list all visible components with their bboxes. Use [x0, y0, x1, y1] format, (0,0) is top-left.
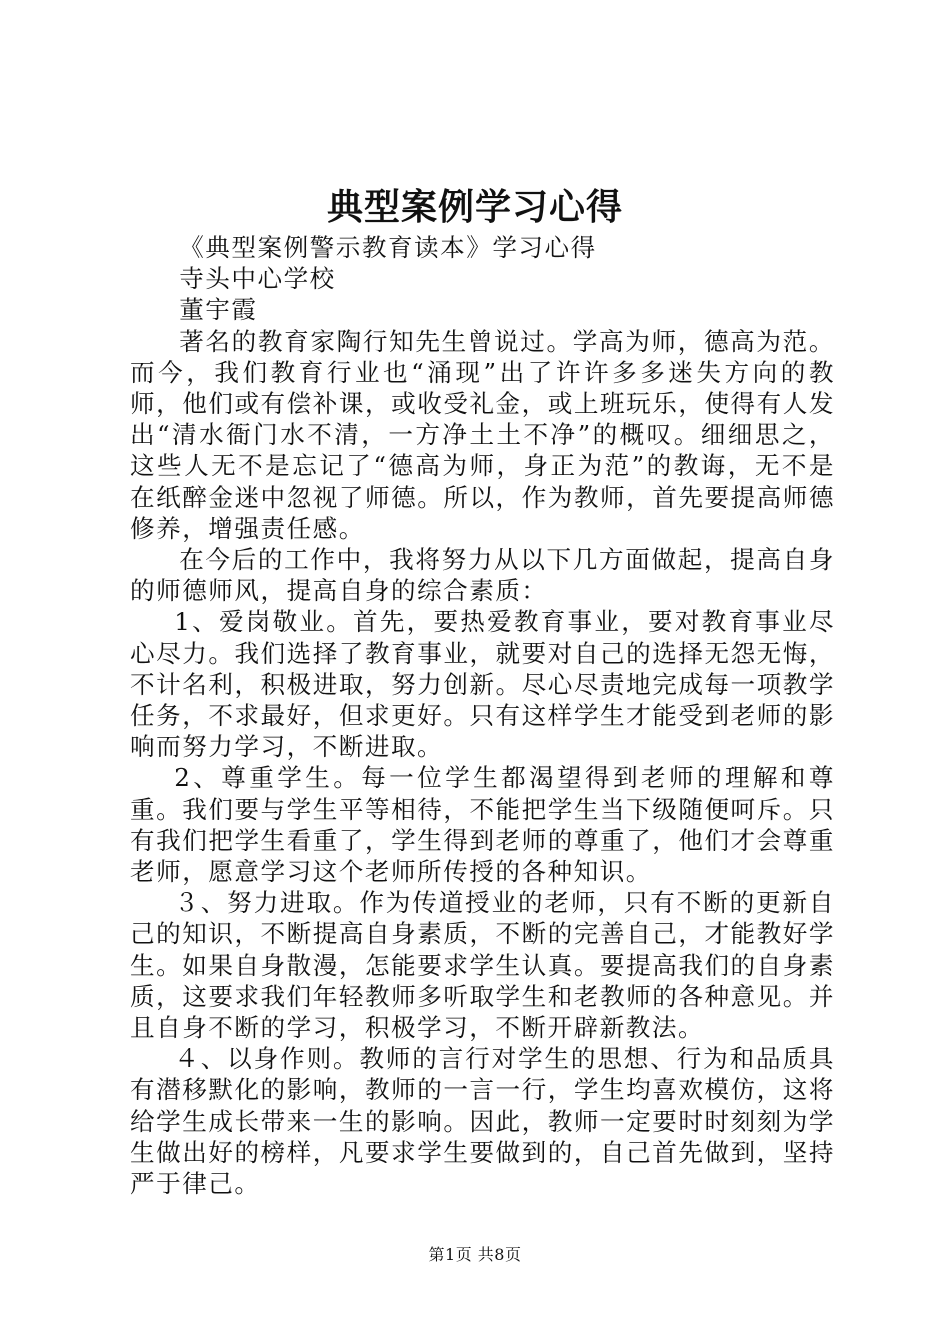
paragraph-point-3: ３、努力进取。作为传道授业的老师，只有不断的更新自己的知识，不断提高自身素质，不断的完善自己，才能教好学生。如果自身散漫，怎能要求学生认真。要提高我们的自身素质，这要求我们年轻教师多听取学生和老教师的各种意见。并且自身不断的学习，积极学习，不断开辟新教法。: [130, 888, 835, 1043]
paragraph-plan: 在今后的工作中，我将努力从以下几方面做起，提高自身的师德师风，提高自身的综合素质：: [130, 545, 835, 606]
paragraph-intro: 著名的教育家陶行知先生曾说过。学高为师，德高为范。而今，我们教育行业也“涌现”出了许许多多迷失方向的教师，他们或有偿补课，或收受礼金，或上班玩乐，使得有人发出“清水衙门水不清，一方净土土不净”的概叹。细细思之，这些人无不是忘记了“德高为师，身正为范”的教诲，无不是在纸醉金迷中忽视了师德。所以，作为教师，首先要提高师德修养，增强责任感。: [130, 326, 835, 543]
document-body: [130, 232, 835, 1199]
paragraph-point-1: 1、爱岗敬业。首先，要热爱教育事业，要对教育事业尽心尽力。我们选择了教育事业，就要对自己的选择无怨无悔，不计名利，积极进取，努力创新。尽心尽责地完成每一项教学任务，不求最好，但求更好。只有这样学生才能受到老师的影响而努力学习，不断进取。: [130, 607, 835, 762]
page-footer: 第1页 共8页: [428, 1245, 522, 1264]
document-subtitle: 《典型案例警示教育读本》学习心得: [179, 233, 597, 262]
paragraph-point-4: ４、以身作则。教师的言行对学生的思想、行为和品质具有潜移默化的影响，教师的一言一行，学生均喜欢模仿，这将给学生成长带来一生的影响。因此，教师一定要时时刻刻为学生做出好的榜样，凡要求学生要做到的，自己首先做到，坚持严于律己。: [130, 1044, 835, 1199]
page-title: 典型案例学习心得: [326, 186, 623, 228]
author-name: 董宇霞: [179, 295, 258, 325]
school-name: 寺头中心学校: [179, 264, 336, 294]
paragraph-point-2: 2、尊重学生。每一位学生都渴望得到老师的理解和尊重。我们要与学生平等相待，不能把学生当下级随便呵斥。只有我们把学生看重了，学生得到老师的尊重了，他们才会尊重老师，愿意学习这个老师所传授的各种知识。: [130, 763, 835, 887]
